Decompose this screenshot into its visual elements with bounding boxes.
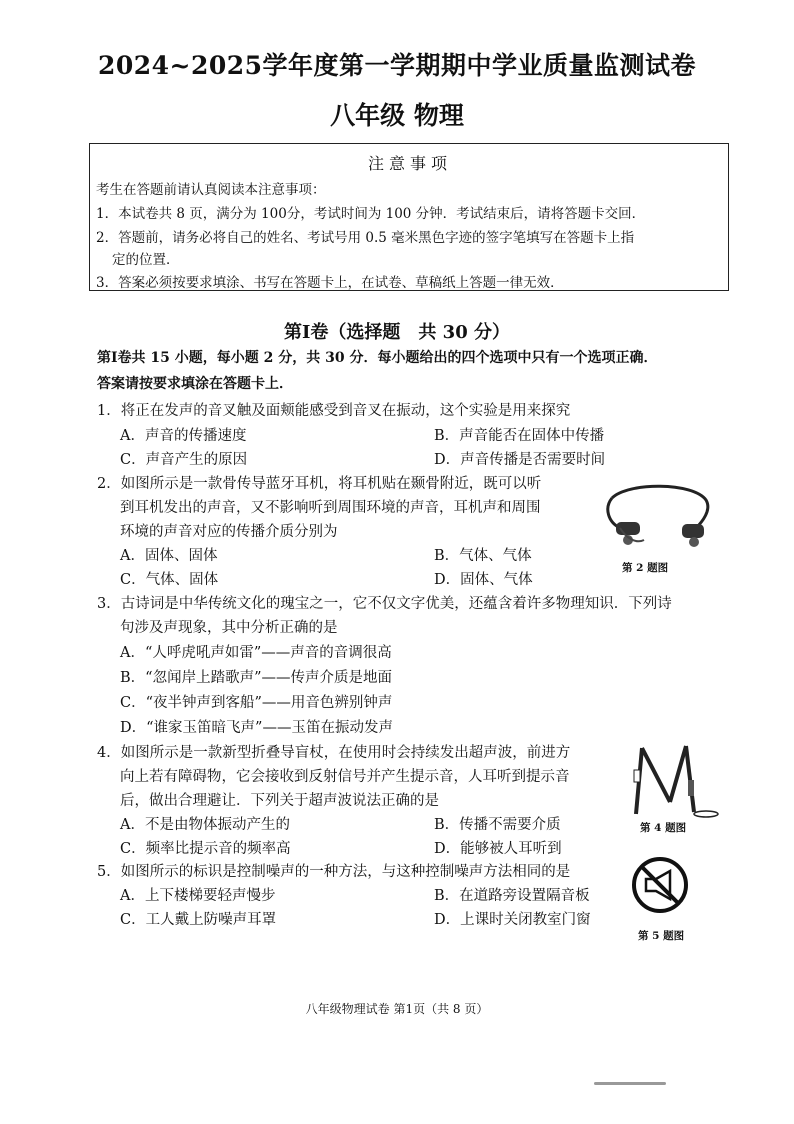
section-instruction-2: 答案请按要求填涂在答题卡上．: [97, 376, 293, 392]
q4-option-a: A．不是由物体振动产生的: [120, 817, 290, 833]
section-instruction-1: 第Ⅰ卷共 15 小题，每小题 2 分，共 30 分．每小题给出的四个选项中只有一个选项正确．: [97, 350, 658, 366]
scan-smudge: [594, 1082, 666, 1085]
q4-option-d: D．能够被人耳听到: [434, 841, 562, 857]
bone-conduction-headphone-figure: [598, 478, 718, 564]
notice-item-3: 3．答案必须按要求填涂、书写在答题卡上，在试卷、草稿纸上答题一律无效．: [96, 275, 564, 291]
q4-stem-line-3: 后，做出合理避让．下列关于超声波说法正确的是: [120, 793, 439, 809]
folding-cane-figure: [626, 740, 722, 820]
q2-stem-line-2: 到耳机发出的声音，又不影响听到周围环境的声音，耳机声和周围: [120, 500, 541, 516]
page-footer: 八年级物理试卷 第1页（共 8 页）: [305, 1002, 489, 1016]
q4-option-c: C．频率比提示音的频率高: [120, 841, 291, 857]
q2-figure-caption: 第 2 题图: [622, 562, 669, 574]
q1-option-b: B．声音能否在固体中传播: [434, 428, 605, 444]
q3-option-c: C．“夜半钟声到客船”——用音色辨别钟声: [120, 695, 393, 711]
q2-option-a: A．固体、固体: [120, 548, 218, 564]
notice-item-2: 2．答题前，请务必将自己的姓名、考试号用 0.5 毫米黑色字迹的签字笔填写在答题卡上指: [96, 230, 635, 246]
q4-option-b: B．传播不需要介质: [434, 817, 561, 833]
q2-stem-line-1: 2．如图所示是一款骨传导蓝牙耳机，将耳机贴在颞骨附近，既可以听: [97, 476, 542, 492]
page-subtitle: 八年级 物理: [330, 101, 464, 130]
q5-option-b: B．在道路旁设置隔音板: [434, 888, 590, 904]
notice-item-1: 1．本试卷共 8 页，满分为 100分，考试时间为 100 分钟．考试结束后，请将答题卡交回．: [96, 206, 646, 222]
q2-option-b: B．气体、气体: [434, 548, 532, 564]
q3-option-d: D．“谁家玉笛暗飞声”——玉笛在振动发声: [120, 720, 393, 736]
notice-box: [89, 143, 729, 291]
q2-option-c: C．气体、固体: [120, 572, 219, 588]
q5-figure-caption: 第 5 题图: [638, 930, 685, 942]
q5-option-c: C．工人戴上防噪声耳罩: [120, 912, 277, 928]
notice-title: 注意事项: [367, 154, 452, 173]
q5-option-a: A．上下楼梯要轻声慢步: [120, 888, 276, 904]
q1-option-d: D．声音传播是否需要时间: [434, 452, 606, 468]
no-horn-sign-icon: [630, 855, 690, 915]
q2-stem-line-3: 环境的声音对应的传播介质分别为: [120, 524, 338, 540]
q3-stem-line-1: 3．古诗词是中华传统文化的瑰宝之一，它不仅文字优美，还蕴含着许多物理知识．下列诗: [97, 596, 672, 612]
page-title: 2024~2025学年度第一学期期中学业质量监测试卷: [97, 51, 697, 80]
q4-stem-line-2: 向上若有障碍物，它会接收到反射信号并产生提示音，人耳听到提示音: [120, 769, 570, 785]
q3-stem-line-2: 句涉及声现象，其中分析正确的是: [120, 620, 338, 636]
q1-option-a: A．声音的传播速度: [120, 428, 247, 444]
q2-option-d: D．固体、气体: [434, 572, 533, 588]
q4-figure-caption: 第 4 题图: [640, 822, 687, 834]
q5-option-d: D．上课时关闭教室门窗: [434, 912, 591, 928]
q1-option-c: C．声音产生的原因: [120, 452, 248, 468]
q3-option-a: A．“人呼虎吼声如雷”——声音的音调很高: [120, 645, 392, 661]
q1-stem: 1．将正在发声的音叉触及面颊能感受到音叉在振动，这个实验是用来探究: [97, 403, 571, 419]
q5-stem: 5．如图所示的标识是控制噪声的一种方法，与这种控制噪声方法相同的是: [97, 864, 571, 880]
notice-intro: 考生在答题前请认真阅读本注意事项：: [96, 182, 326, 198]
notice-item-2-continued: 定的位置．: [112, 252, 180, 268]
q3-option-b: B．“忽闻岸上踏歌声”——传声介质是地面: [120, 670, 392, 686]
q4-stem-line-1: 4．如图所示是一款新型折叠导盲杖，在使用时会持续发出超声波，前进方: [97, 745, 571, 761]
section-title: 第Ⅰ卷（选择题 共 30 分）: [283, 322, 510, 343]
